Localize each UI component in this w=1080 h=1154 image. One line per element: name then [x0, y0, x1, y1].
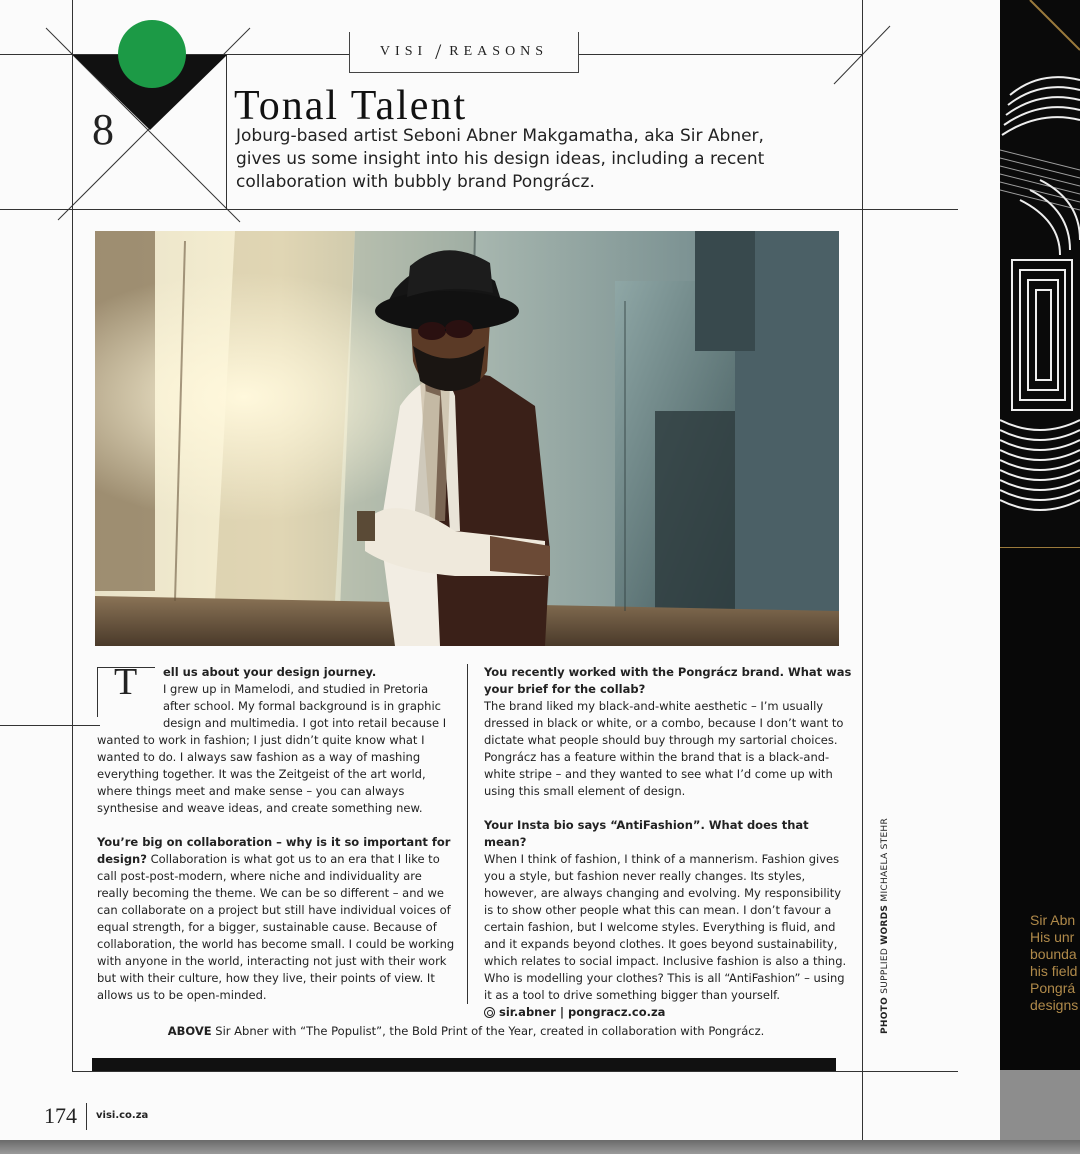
answer-design-journey: I grew up in Mamelodi, and studied in Pretoria after school. My formal background is in graphic design and multimedia. I got into retail because I wanted to work in fashion; I just didn’t quite know what I wanted to do. I always saw fashion as a way of mashing everything together. It was the Zeitgeist of the art world, where things meet and make sense – you can always synthesise and weave ideas, and create something new. [97, 682, 447, 815]
adjacent-page [1000, 0, 1080, 1070]
page-shadow [0, 1140, 1080, 1154]
footer-black-bar [92, 1058, 836, 1071]
masthead-visi: VISI [379, 44, 428, 59]
dropcap-rule [0, 725, 100, 726]
bottom-rule [72, 1071, 958, 1072]
gold-rule [1000, 547, 1080, 548]
question-pongracz-brief: You recently worked with the Pongrácz brand. What was your brief for the collab? [484, 665, 852, 696]
article-column-right [484, 664, 852, 1021]
drop-cap: T [114, 661, 138, 703]
corner-diagonal [830, 24, 892, 86]
credit-words-value: MICHAELA STEHR [880, 817, 890, 905]
article-column-left [97, 661, 457, 1004]
credit-photo-value: SUPPLIED [880, 944, 890, 997]
hero-photo [95, 231, 839, 646]
adjacent-caption-line: Pongrá [1030, 980, 1076, 996]
page-number: 174 [44, 1103, 77, 1128]
question-design-journey: ell us about your design journey. [163, 665, 377, 679]
answer-pongracz-brief: The brand liked my black-and-white aesthetic – I’m usually dressed in black or white, or a combo, because I don’t want to dictate what people should buy through my sartorial choices. Pongrácz has a feature within the brand that is a black-and-white stripe – and they wanted to see what I’d come up with using this small element of design. [484, 699, 844, 798]
column-divider [467, 664, 468, 1004]
op-art-pattern [1000, 0, 1080, 545]
article-number: 8 [92, 105, 114, 154]
social-links[interactable]: sir.abner | pongracz.co.za [499, 1005, 666, 1019]
badge-graphic [40, 20, 260, 230]
masthead-slash: / [435, 39, 442, 64]
folio-divider [86, 1103, 87, 1130]
site-url[interactable]: visi.co.za [96, 1110, 149, 1121]
right-frame-rule [862, 0, 863, 1140]
question-antifashion: Your Insta bio says “AntiFashion”. What does that mean? [484, 818, 809, 849]
adjacent-caption-line: His unr [1030, 929, 1075, 945]
badge-green-circle [118, 20, 186, 88]
drop-cap-frame [97, 661, 155, 717]
caption-text: Sir Abner with “The Populist”, the Bold Print of the Year, created in collaboration with Pongrácz. [211, 1024, 765, 1038]
answer-antifashion: When I think of fashion, I think of a mannerism. Fashion gives you a style, but fashion never really changes. Its styles, however, are always changing and evolving. My responsibility is to show other people what this can mean. I don’t favour a certain fashion, but I welcome styles. Everything is fluid, and and it expands beyond clothes. It goes beyond sustainability, which relates to social impact. Inclusive fashion is also a thing. Who is modelling your clothes? This is all “AntiFashion” – using it as a tool to drive something bigger than yourself. [484, 852, 847, 1002]
answer-collaboration: Collaboration is what got us to an era that I like to call post-post-modern, where niche and individuality are really becoming the theme. We can be so different – and we can collaborate on a project but still have individual voices of equal strength, for a bigger, sustainable cause. Because of collaboration, the world has become small. I could be working with anyone in the world, interacting not just with their work but with their culture, how they live, their points of view. It allows us to be open-minded. [97, 852, 455, 1002]
credit-photo-label: PHOTO [880, 996, 890, 1034]
adjacent-caption-line: designs [1030, 997, 1079, 1013]
article-intro: Joburg-based artist Seboni Abner Makgamatha, aka Sir Abner, gives us some insight into his design ideas, including a recent collaboration with bubbly brand Pongrácz. [236, 126, 765, 192]
header-rule-right [579, 54, 862, 55]
adjacent-caption-line: Sir Abn [1030, 912, 1076, 928]
photo-credit [880, 818, 890, 1034]
credit-words-label: WORDS [880, 904, 890, 945]
article-title: Tonal Talent [234, 83, 468, 129]
adjacent-caption [1030, 912, 1080, 1014]
instagram-icon [484, 1007, 495, 1018]
question-collaboration: You’re big on collaboration – why is it so important for design? [97, 835, 451, 866]
masthead [349, 32, 579, 73]
masthead-reasons: REASONS [449, 44, 549, 59]
adjacent-caption-line: bounda [1030, 946, 1077, 962]
social-handles[interactable] [484, 1004, 852, 1021]
photo-caption [96, 1024, 836, 1038]
adjacent-caption-line: his field [1030, 963, 1078, 979]
caption-label: ABOVE [167, 1024, 212, 1038]
